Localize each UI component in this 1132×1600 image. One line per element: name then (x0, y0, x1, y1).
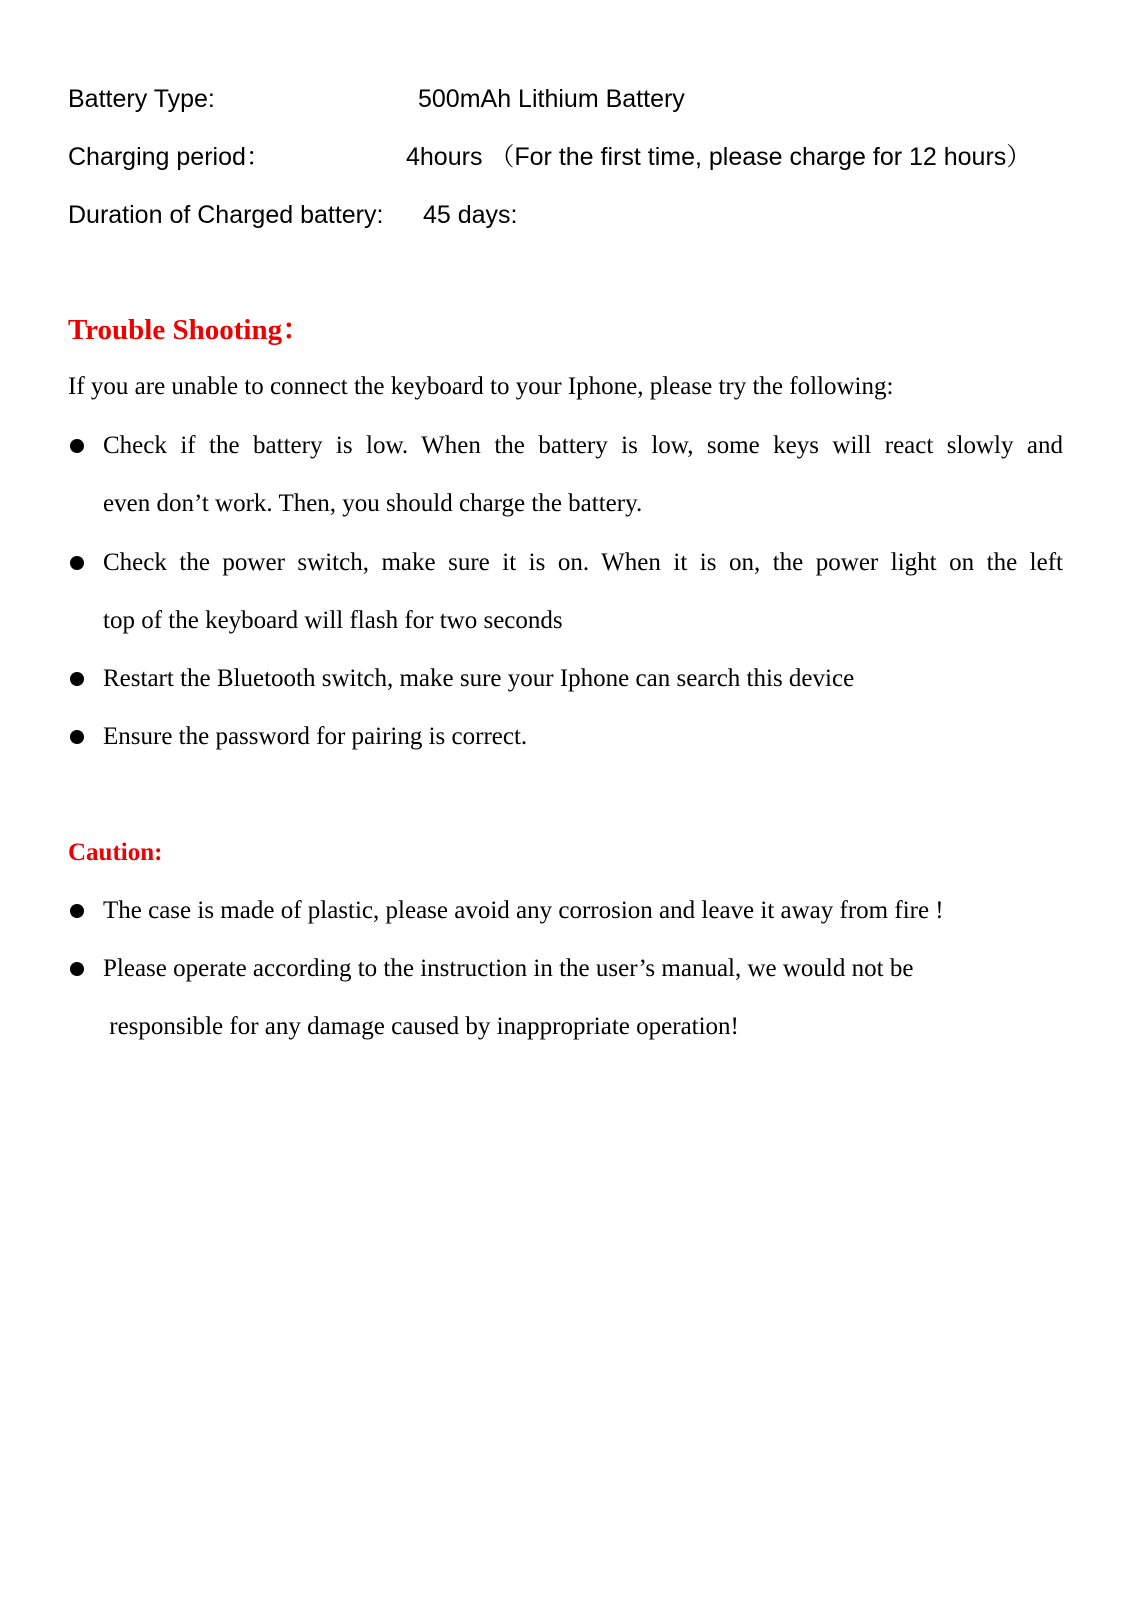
bullet-icon (70, 904, 84, 918)
bullet-icon (70, 730, 84, 744)
bullet-icon (70, 672, 84, 686)
list-item: Check the power switch, make sure it is on. When it is on, the power light on the left (103, 549, 1063, 576)
list-item-continuation: even don’t work. Then, you should charge the battery. (103, 490, 643, 517)
spec-label: Battery Type: (68, 85, 215, 113)
bullet-icon (70, 439, 84, 453)
spec-label: Charging period： (68, 143, 271, 171)
bullet-icon (70, 962, 84, 976)
list-item: Ensure the password for pairing is correct. (103, 723, 528, 750)
spec-value: 4hours （For the first time, please charge for 12 hours） (406, 143, 1032, 171)
list-item: Check if the battery is low. When the battery is low, some keys will react slowly and (103, 432, 1063, 459)
caution-heading: Caution: (68, 839, 163, 866)
trouble-shooting-intro: If you are unable to connect the keyboard to your Iphone, please try the following: (68, 373, 894, 400)
list-item: Restart the Bluetooth switch, make sure your Iphone can search this device (103, 665, 855, 692)
spec-value: 500mAh Lithium Battery (418, 85, 685, 113)
bullet-icon (70, 556, 84, 570)
spec-label: Duration of Charged battery: (68, 201, 384, 229)
list-item: Please operate according to the instruction in the user’s manual, we would not be (103, 955, 914, 982)
spec-value: 45 days: (423, 201, 518, 229)
list-item-continuation: responsible for any damage caused by inappropriate operation! (103, 1013, 739, 1040)
trouble-shooting-heading: Trouble Shooting： (68, 314, 312, 346)
list-item: The case is made of plastic, please avoid any corrosion and leave it away from fire ! (103, 897, 944, 924)
list-item-continuation: top of the keyboard will flash for two seconds (103, 607, 563, 634)
